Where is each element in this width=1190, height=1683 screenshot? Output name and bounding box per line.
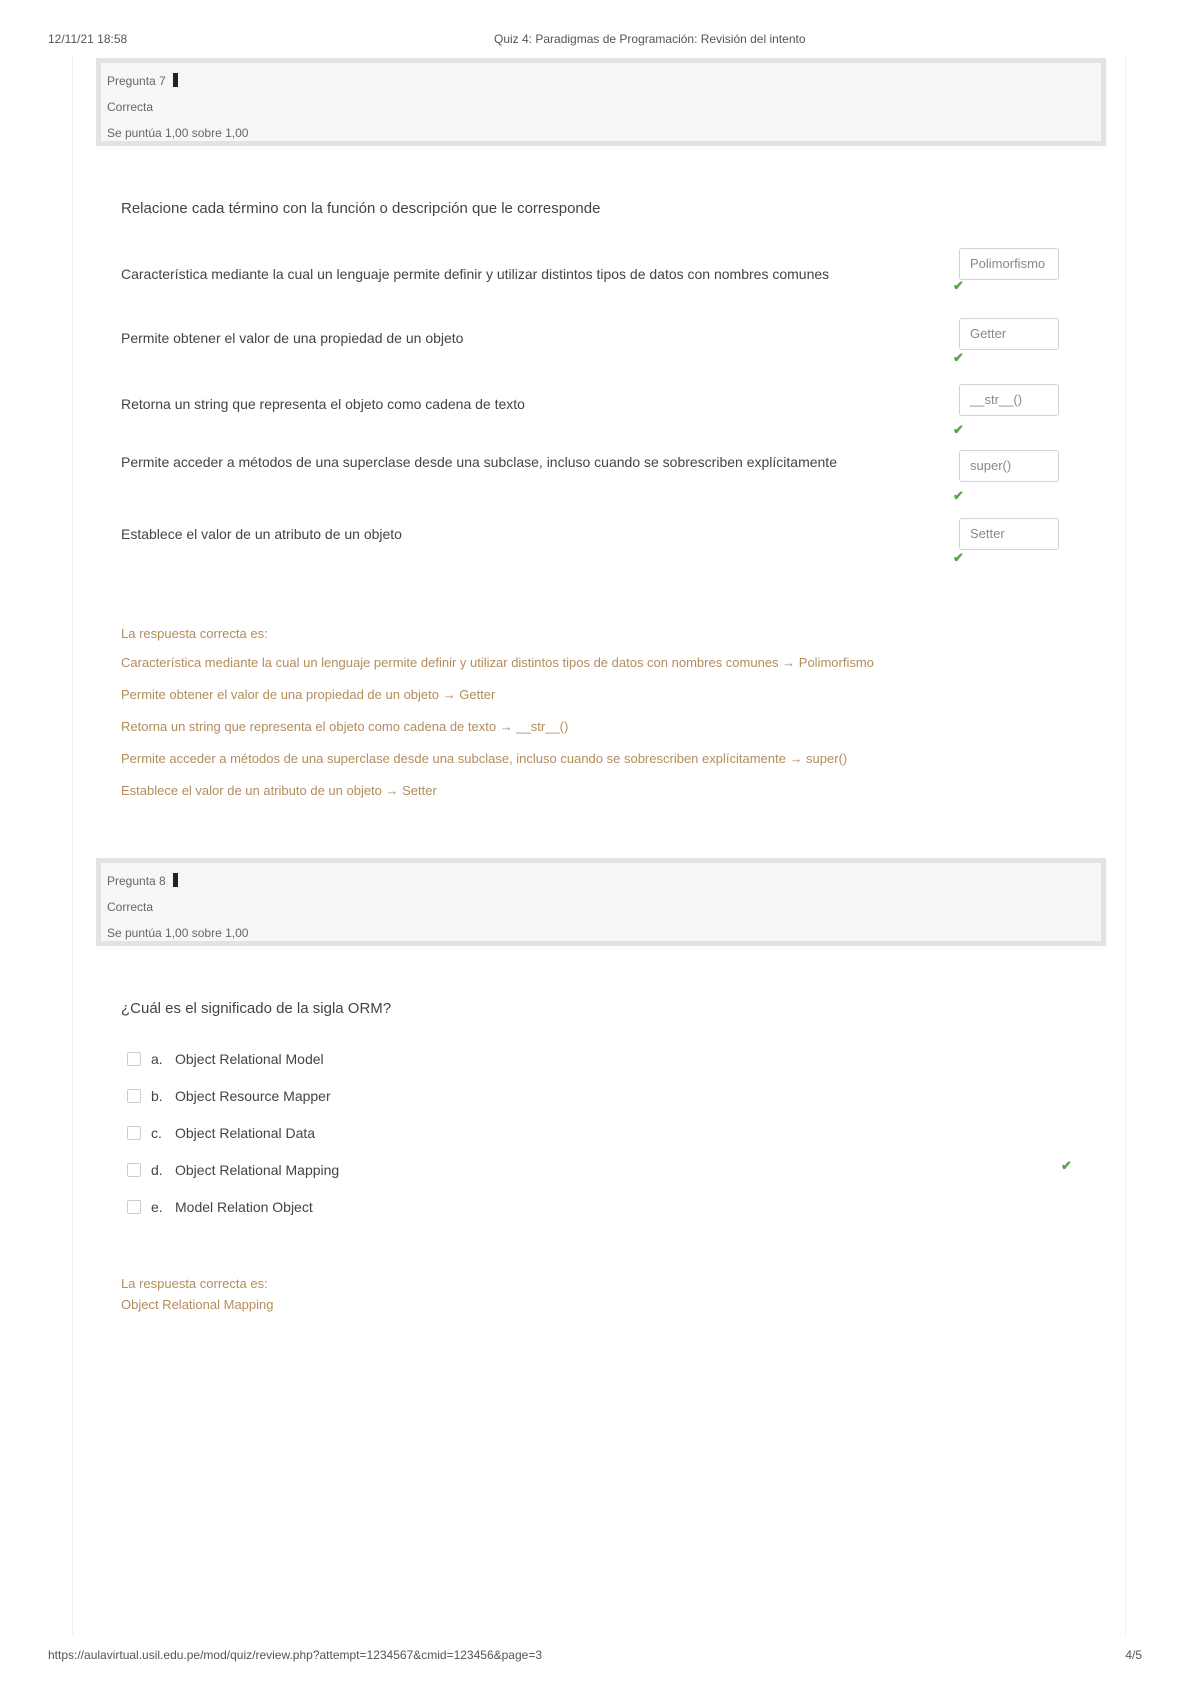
question-text: Relacione cada término con la función o descripción que le corresponde bbox=[121, 200, 601, 217]
feedback-box bbox=[121, 626, 1081, 807]
options-list bbox=[121, 1048, 1081, 1228]
feedback-line: Establece el valor de un atributo de un objeto → Setter bbox=[121, 783, 437, 798]
question-label: Pregunta bbox=[107, 74, 156, 88]
page-url: https://aulavirtual.usil.edu.pe/mod/quiz/review.php?attempt=1234567&cmid=123456&page=3 bbox=[48, 1648, 543, 1662]
question-number: 7 bbox=[159, 74, 166, 88]
answer-select[interactable]: super() bbox=[959, 450, 1059, 482]
question-status: Correcta bbox=[107, 100, 154, 114]
option-a[interactable]: a. Object Relational Model bbox=[127, 1048, 324, 1070]
feedback-line: Característica mediante la cual un lenguaje permite definir y utilizar distintos tipos de datos con nombres comunes → Polimorfismo bbox=[121, 655, 874, 670]
feedback-answer: Object Relational Mapping bbox=[121, 1297, 274, 1312]
radio-icon[interactable] bbox=[127, 1052, 141, 1066]
question-status: Correcta bbox=[107, 900, 154, 914]
flag-icon[interactable] bbox=[173, 873, 178, 887]
feedback-title: La respuesta correcta es: bbox=[121, 1276, 268, 1291]
question-score: Se puntúa 1,00 sobre 1,00 bbox=[107, 126, 249, 140]
matching-stem: Permite obtener el valor de una propiedad de un objeto bbox=[121, 330, 464, 346]
option-e[interactable]: e. Model Relation Object bbox=[127, 1196, 313, 1218]
page-number: 4/5 bbox=[1125, 1648, 1142, 1662]
print-date: 12/11/21 18:58 bbox=[48, 32, 128, 46]
question-info-box bbox=[96, 858, 1106, 946]
matching-stem: Retorna un string que representa el objeto como cadena de texto bbox=[121, 396, 525, 412]
radio-icon[interactable] bbox=[127, 1089, 141, 1103]
feedback-line: Retorna un string que representa el objeto como cadena de texto → __str__() bbox=[121, 719, 569, 734]
matching-stem: Característica mediante la cual un lenguaje permite definir y utilizar distintos tipos de datos con nombres comunes bbox=[121, 266, 830, 282]
answer-select[interactable]: __str__() bbox=[959, 384, 1059, 416]
question-score: Se puntúa 1,00 sobre 1,00 bbox=[107, 926, 249, 940]
check-icon: ✔ bbox=[953, 350, 964, 365]
radio-icon[interactable] bbox=[127, 1163, 141, 1177]
question-label: Pregunta bbox=[107, 874, 156, 888]
check-icon: ✔ bbox=[953, 422, 964, 437]
feedback-line: Permite obtener el valor de una propiedad de un objeto → Getter bbox=[121, 687, 496, 702]
question-number: 8 bbox=[159, 874, 166, 888]
check-icon: ✔ bbox=[953, 550, 964, 565]
answer-select[interactable]: Getter bbox=[959, 318, 1059, 350]
answer-select[interactable]: Setter bbox=[959, 518, 1059, 550]
option-b[interactable]: b. Object Resource Mapper bbox=[127, 1085, 331, 1107]
question-text: ¿Cuál es el significado de la sigla ORM? bbox=[121, 1000, 392, 1017]
check-icon: ✔ bbox=[953, 278, 964, 293]
flag-icon[interactable] bbox=[173, 73, 178, 87]
feedback-line: Permite acceder a métodos de una superclase desde una subclase, incluso cuando se sobrescriben explícitamente → super() bbox=[121, 751, 848, 766]
check-icon: ✔ bbox=[1061, 1158, 1072, 1173]
feedback-box bbox=[121, 1276, 721, 1312]
option-d[interactable]: d. Object Relational Mapping bbox=[127, 1159, 339, 1181]
radio-icon[interactable] bbox=[127, 1200, 141, 1214]
radio-icon[interactable] bbox=[127, 1126, 141, 1140]
feedback-title: La respuesta correcta es: bbox=[121, 626, 268, 641]
matching-stem: Permite acceder a métodos de una superclase desde una subclase, incluso cuando se sobrescriben explícitamente bbox=[121, 454, 837, 470]
check-icon: ✔ bbox=[953, 488, 964, 503]
question-body bbox=[121, 1000, 1081, 1017]
option-c[interactable]: c. Object Relational Data bbox=[127, 1122, 315, 1144]
matching-stem: Establece el valor de un atributo de un objeto bbox=[121, 526, 402, 542]
matching-list bbox=[121, 248, 1081, 568]
print-title: Quiz 4: Paradigmas de Programación: Revisión del intento bbox=[494, 32, 806, 46]
question-body bbox=[121, 200, 1081, 217]
question-info-box bbox=[96, 58, 1106, 146]
answer-select[interactable]: Polimorfismo bbox=[959, 248, 1059, 280]
